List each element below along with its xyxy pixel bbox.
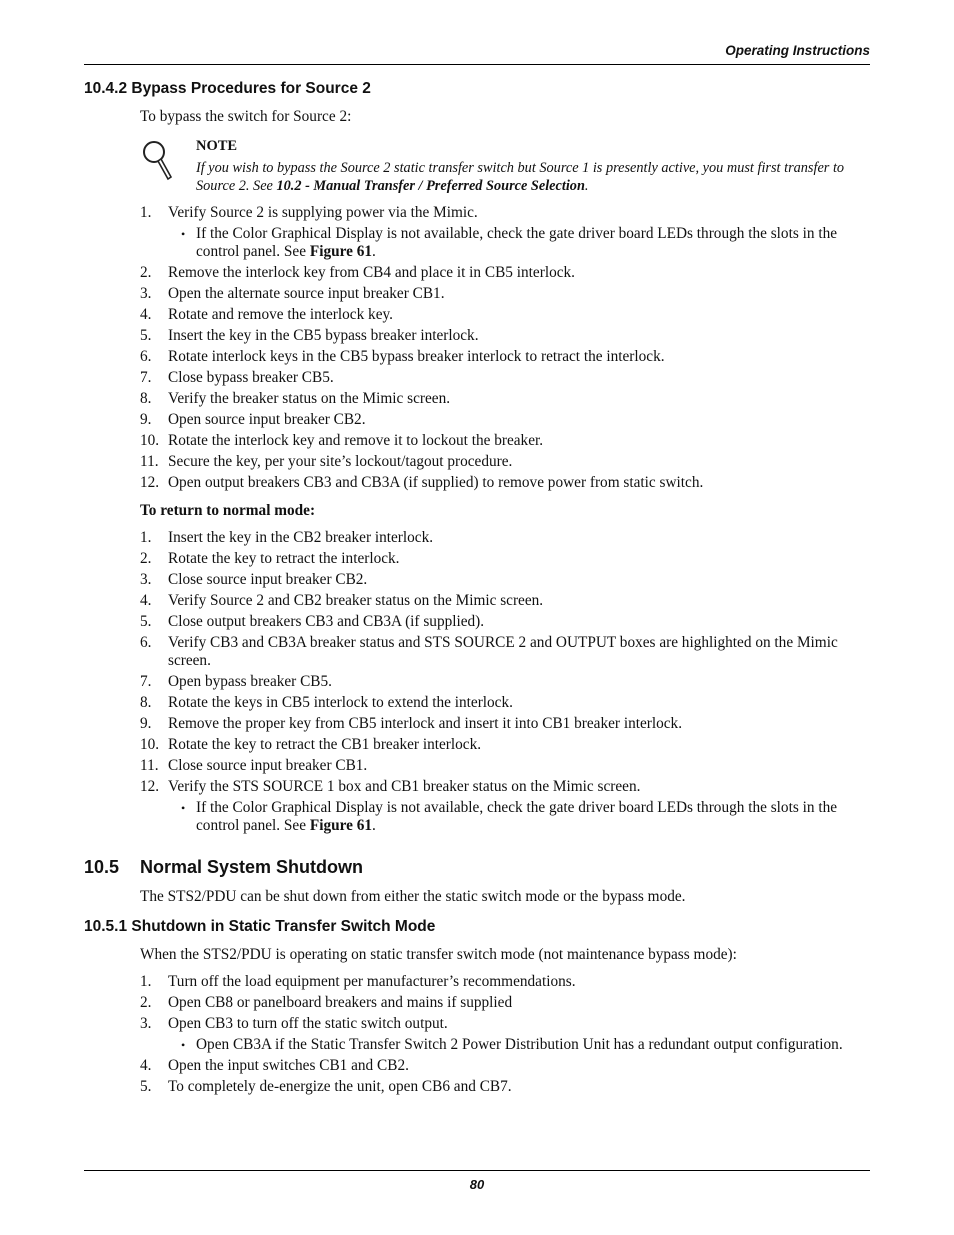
list-item: 12. Verify the STS SOURCE 1 box and CB1 breaker status on the Mimic screen. • If the Color Graphical Display is not available, check the gate driver board LEDs through the slots in the control panel. See Figure 61. bbox=[140, 778, 870, 835]
section-10-4-2-heading: 10.4.2 Bypass Procedures for Source 2 bbox=[84, 80, 371, 97]
note-body-text: If you wish to bypass the Source 2 static transfer switch but Source 1 is presently active, you must first transfer to Source 2. See bbox=[196, 160, 845, 194]
list-item: 1. Turn off the load equipment per manufacturer’s recommendations. bbox=[140, 973, 576, 990]
list-item: 9. Remove the proper key from CB5 interlock and insert it into CB1 breaker interlock. bbox=[140, 715, 683, 732]
section-number: 10.5 bbox=[84, 857, 120, 877]
list-item: 8. Rotate the keys in CB5 interlock to extend the interlock. bbox=[140, 694, 513, 711]
list-item: 2. Remove the interlock key from CB4 and place it in CB5 interlock. bbox=[140, 264, 575, 281]
list-item: 3. Open CB3 to turn off the static switch output. • Open CB3A if the Static Transfer Switch 2 Power Distribution Unit has a redundant output configuration. bbox=[140, 1015, 870, 1054]
shutdown-steps-list bbox=[140, 973, 870, 1099]
sub-bullet: • Open CB3A if the Static Transfer Switch 2 Power Distribution Unit has a redundant output configuration. bbox=[181, 1036, 843, 1053]
list-item: 2. Rotate the key to retract the interlock. bbox=[140, 550, 400, 567]
list-item: 10. Rotate the key to retract the CB1 breaker interlock. bbox=[140, 736, 482, 753]
note-body-end: . bbox=[584, 178, 589, 194]
list-item: 10. Rotate the interlock key and remove it to lockout the breaker. bbox=[140, 432, 544, 449]
bypass-steps-list bbox=[140, 204, 870, 495]
bullet-icon: • bbox=[181, 227, 186, 241]
section-10-4-2-intro: To bypass the switch for Source 2: bbox=[140, 108, 352, 125]
list-item: 5. Close output breakers CB3 and CB3A (if supplied). bbox=[140, 613, 485, 630]
header-rule bbox=[84, 64, 870, 65]
list-item: 4. Rotate and remove the interlock key. bbox=[140, 306, 393, 323]
list-item: 3. Open the alternate source input breaker CB1. bbox=[140, 285, 445, 302]
list-item: 3. Close source input breaker CB2. bbox=[140, 571, 368, 588]
list-item: 11. Secure the key, per your site’s lockout/tagout procedure. bbox=[140, 453, 513, 470]
list-item: 5. Insert the key in the CB5 bypass breaker interlock. bbox=[140, 327, 479, 344]
list-item: 11. Close source input breaker CB1. bbox=[140, 757, 368, 774]
list-item: 2. Open CB8 or panelboard breakers and mains if supplied bbox=[140, 994, 513, 1011]
note-title: NOTE bbox=[196, 138, 238, 154]
list-item: 1. Insert the key in the CB2 breaker interlock. bbox=[140, 529, 434, 546]
list-item: 8. Verify the breaker status on the Mimic screen. bbox=[140, 390, 451, 407]
section-10-5-1-heading: 10.5.1 Shutdown in Static Transfer Switch Mode bbox=[84, 918, 436, 935]
running-header: Operating Instructions bbox=[725, 43, 870, 58]
magnifier-icon bbox=[140, 139, 176, 183]
list-item: 5. To completely de-energize the unit, open CB6 and CB7. bbox=[140, 1078, 512, 1095]
figure-reference: Figure 61 bbox=[309, 817, 373, 834]
return-steps-list bbox=[140, 529, 870, 838]
section-title: Normal System Shutdown bbox=[140, 857, 364, 877]
list-item: 12. Open output breakers CB3 and CB3A (if supplied) to remove power from static switch. bbox=[140, 474, 704, 491]
list-item: 9. Open source input breaker CB2. bbox=[140, 411, 366, 428]
list-item: 4. Open the input switches CB1 and CB2. bbox=[140, 1057, 409, 1074]
list-item: 1. Verify Source 2 is supplying power via the Mimic. • If the Color Graphical Display is not available, check the gate driver board LEDs through the slots in the control panel. See Figure 61. bbox=[140, 204, 870, 261]
footer-rule bbox=[84, 1170, 870, 1171]
section-10-5-heading bbox=[84, 857, 363, 878]
bullet-icon: • bbox=[181, 801, 186, 815]
figure-reference: Figure 61 bbox=[309, 243, 373, 260]
list-item: 6. Verify CB3 and CB3A breaker status and STS SOURCE 2 and OUTPUT boxes are highlighted on the Mimic screen. bbox=[140, 634, 838, 669]
note-cross-reference: 10.2 - Manual Transfer / Preferred Source Selection bbox=[276, 178, 585, 194]
section-10-5-1-intro: When the STS2/PDU is operating on static transfer switch mode (not maintenance bypass mode): bbox=[140, 946, 737, 963]
list-item: 4. Verify Source 2 and CB2 breaker status on the Mimic screen. bbox=[140, 592, 544, 609]
list-item: 7. Open bypass breaker CB5. bbox=[140, 673, 332, 690]
list-item: 7. Close bypass breaker CB5. bbox=[140, 369, 334, 386]
note-body bbox=[196, 159, 856, 195]
return-normal-mode-heading: To return to normal mode: bbox=[140, 502, 316, 519]
sub-bullet: • If the Color Graphical Display is not available, check the gate driver board LEDs through the slots in the control panel. See Figure 61. bbox=[181, 799, 838, 834]
page-number: 80 bbox=[469, 1177, 485, 1192]
sub-bullet: • If the Color Graphical Display is not available, check the gate driver board LEDs through the slots in the control panel. See Figure 61. bbox=[181, 225, 838, 260]
bullet-icon: • bbox=[181, 1038, 186, 1052]
section-10-5-intro: The STS2/PDU can be shut down from either the static switch mode or the bypass mode. bbox=[140, 888, 686, 905]
list-item: 6. Rotate interlock keys in the CB5 bypass breaker interlock to retract the interlock. bbox=[140, 348, 665, 365]
